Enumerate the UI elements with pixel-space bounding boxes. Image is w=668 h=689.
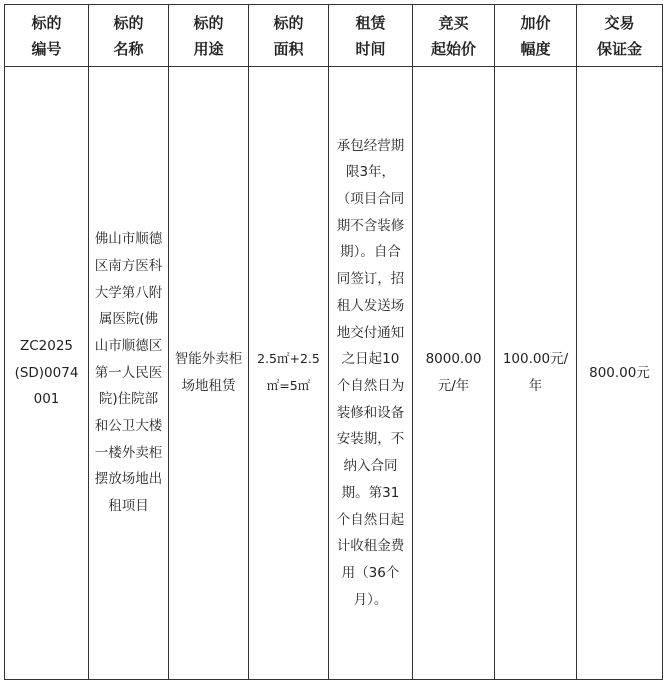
header-row [5, 5, 663, 67]
lot-no-value: ZC2025(SD)0074001 [14, 337, 79, 408]
header-lot-no [5, 5, 89, 67]
header-deposit [577, 5, 663, 67]
lot-name-value: 佛山市顺德区南方医科大学第八附属医院(佛山市顺德区第一人民医院)住院部和公卫大楼一楼外卖柜摆放场地出租项目 [94, 231, 163, 515]
header-lot-name-line1: 标的 [113, 13, 144, 32]
header-lot-name-line2: 名称 [113, 39, 144, 58]
header-start-price-line2: 起始价 [430, 39, 476, 58]
start-price-value: 8000.00元/年 [425, 351, 482, 394]
cell-start-price [413, 67, 495, 680]
header-increment-line2: 幅度 [520, 39, 551, 58]
header-lot-name [89, 5, 169, 67]
lot-use-value: 智能外卖柜场地租赁 [174, 351, 243, 394]
header-lease-period-line2: 时间 [355, 39, 386, 58]
cell-increment [495, 67, 577, 680]
deposit-value: 800.00元 [589, 364, 650, 381]
header-lot-area-line1: 标的 [273, 13, 304, 32]
header-start-price-line1: 竞买 [438, 13, 469, 32]
header-deposit-line2: 保证金 [596, 39, 642, 58]
header-lot-area [249, 5, 329, 67]
header-lot-use-line1: 标的 [193, 13, 224, 32]
header-lot-use [169, 5, 249, 67]
cell-lease-period [329, 67, 413, 680]
header-lease-period-line1: 租赁 [355, 13, 386, 32]
cell-lot-no [5, 67, 89, 680]
header-lease-period [329, 5, 413, 67]
table-row [5, 67, 663, 680]
lease-period-value: 承包经营期限3年，（项目合同期不含装修期）。自合同签订，招租人发送场地交付通知之日起10个自然日为装修和设备安装期，不纳入合同期。第31个自然日起计收租金费用（36个月）。 [336, 137, 405, 608]
cell-lot-use [169, 67, 249, 680]
header-lot-area-line2: 面积 [273, 39, 304, 58]
cell-lot-area [249, 67, 329, 680]
header-increment [495, 5, 577, 67]
header-lot-no-line2: 编号 [31, 39, 62, 58]
header-lot-use-line2: 用途 [193, 39, 224, 58]
increment-value: 100.00元/年 [502, 351, 569, 394]
header-lot-no-line1: 标的 [31, 13, 62, 32]
header-deposit-line1: 交易 [604, 13, 635, 32]
header-start-price [413, 5, 495, 67]
header-increment-line1: 加价 [520, 13, 551, 32]
cell-deposit [577, 67, 663, 680]
auction-lot-table [4, 4, 663, 680]
cell-lot-name [89, 67, 169, 680]
lot-area-value: 2.5㎡+2.5㎡=5㎡ [257, 351, 320, 393]
